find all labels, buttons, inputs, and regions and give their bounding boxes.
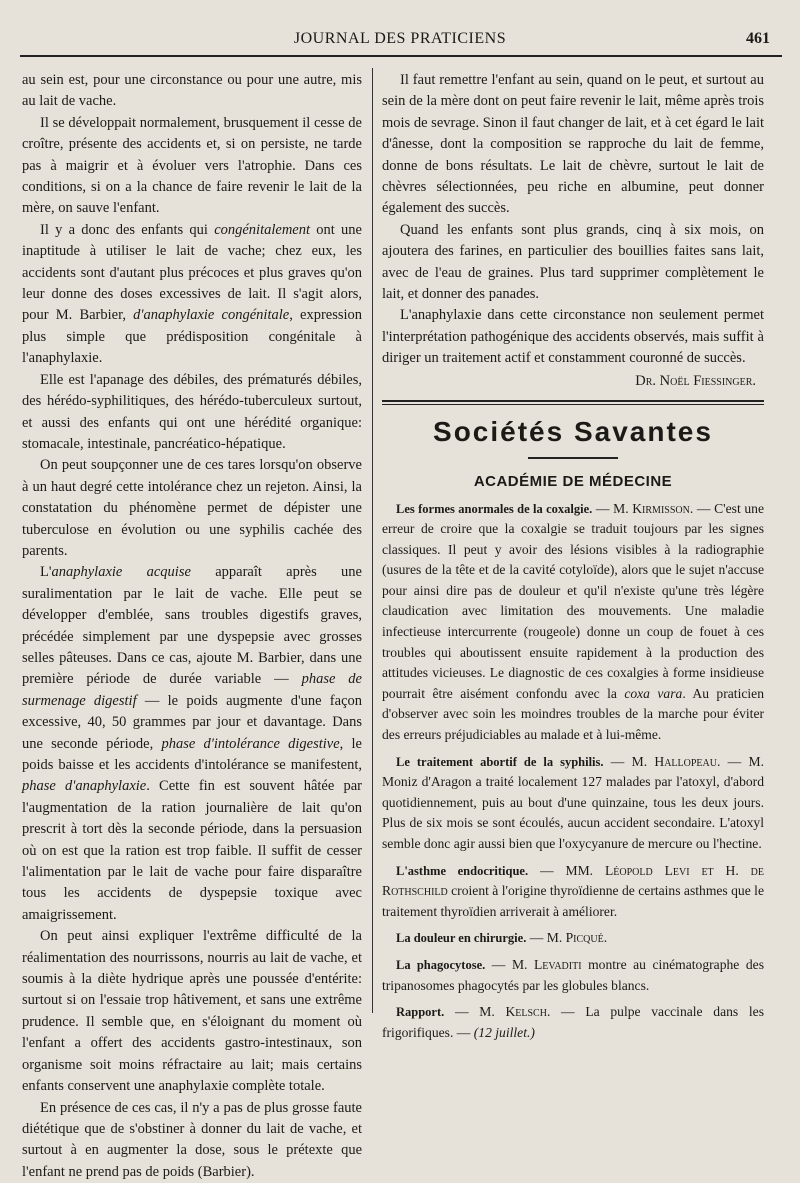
entry-title: Rapport. <box>396 1005 444 1019</box>
entry-douleur <box>382 928 764 949</box>
title-underline <box>528 457 618 459</box>
italic-term: coxa vara <box>624 686 682 701</box>
page-header <box>0 30 800 54</box>
author-signature: Dr. Noël Fiessinger. <box>382 371 756 392</box>
entry-author: — M. Kirmisson. <box>592 501 693 516</box>
left-column <box>22 70 362 1183</box>
text-run: apparaît après une suralimentation par le lait de vache. Elle peut se développer d'emblée, sans troubles digestifs graves, précédée simplement par une dyspepsie avec grosses selles pâteuses. Dans ce cas, ajoute M. Barbier, dans une première période de durée variable — <box>22 564 362 687</box>
page-number: 461 <box>746 30 770 48</box>
right-column <box>382 70 764 1049</box>
left-paragraph-7: On peut ainsi expliquer l'extrême difficulté de la réalimentation des nourrissons, nourris au lait de vache, et soumis à la diète hydrique après une poussée d'entérite: surtout si on l'essaie trop hâtivement, et sans une extrême prudence. Il semble que, en s'éloignant du moment où l'enfant a offert des accidents gastro-intestinaux, son organisme soit moins réfractaire au lait; mais certains enfants conservent une anaphylaxie complète totale. <box>22 926 362 1097</box>
entry-author: — M. Kelsch. <box>444 1004 550 1019</box>
entry-syphilis <box>382 752 764 855</box>
left-paragraph-1: au sein est, pour une circonstance ou pour une autre, mis au lait de vache. <box>22 70 362 113</box>
text-run: L' <box>40 564 51 580</box>
text-run: — le poids augmente d'une façon excessive, 40, 50 grammes par jour et davantage. Dans une seconde période, <box>22 693 362 752</box>
section-title: Sociétés Savantes <box>382 415 764 449</box>
entry-title: Le traitement abortif de la syphilis. <box>396 755 604 769</box>
entry-text: — M. Moniz d'Aragon a traité localement 127 malades par l'atoxyl, d'abord quotidiennement, puis au bout d'une quinzaine, tous les deux jours. Plus de six mois se sont écoulés, aucun accident secondaire. L'atoxyl semble donc agir aussi bien que l'oxycyanure de mercure ou l'hectine. <box>382 754 764 851</box>
left-paragraph-4: Elle est l'apanage des débiles, des prématurés débiles, des hérédo-syphilitiques, des hérédo-tuberculeux surtout, et aussi des enfants qui ont une hérédité organique: stomacale, intestinale, pancréatico-hépatique. <box>22 370 362 456</box>
section-rule <box>382 400 764 405</box>
header-rule <box>20 55 782 57</box>
entry-author: — M. Hallopeau. <box>604 754 721 769</box>
entry-text: — C'est une erreur de croire que la coxalgie se traduit toujours par les signes classiques. Il peut y avoir des lésions visibles à la radiographie (usures de la tête et de la cavité cotyloïde), alors que le sujet n'accuse pour ainsi dire pas de douleur et qu'il n'existe qu'une très légère claudication avec limitation des mouvements. Une maladie infectieuse intercurrente (rougeole) donne un coup de fouet à ces troubles qui aboutissent ensuite rapidement à la production des attitudes vicieuses. Le diagnostic de ces coxalgies à forme insidieuse pourrait être aisément confondu avec la <box>382 501 764 701</box>
journal-title: JOURNAL DES PRATICIENS <box>0 30 800 48</box>
italic-term: phase d'intolérance digestive <box>161 736 339 752</box>
left-paragraph-8: En présence de ces cas, il n'y a pas de plus grosse faute diététique que de s'obstiner à donner du lait de vache, et surtout à en augmenter la dose, sous le prétexte que l'enfant ne prend pas de poids (Barbier). <box>22 1098 362 1183</box>
italic-term: phase d'anaphylaxie <box>22 778 146 794</box>
text-run: Il y a donc des enfants qui <box>40 222 214 238</box>
italic-term: congénitalement <box>214 222 310 238</box>
right-paragraph-2: Quand les enfants sont plus grands, cinq à six mois, on ajoutera des farines, en particulier des bouillies faites sans lait, avec de l'eau de graines. Plus tard supprimer complètement le lait, et donner des panades. <box>382 220 764 306</box>
entry-title: Les formes anormales de la coxalgie. <box>396 502 592 516</box>
text-run: , le poids baisse et les accidents d'intolérance se manifestent, <box>22 736 362 773</box>
left-paragraph-3 <box>22 220 362 370</box>
left-paragraph-2: Il se développait normalement, brusquement il cesse de croître, présente des accidents et, si on persiste, ne tarde pas à maigrir et à évoluer vers l'atrophie. Dans ces conditions, si on a la chance de faire revenir le lait de la mère, on sauve l'enfant. <box>22 113 362 220</box>
right-paragraph-1: Il faut remettre l'enfant au sein, quand on le peut, et surtout au sein de la mère dont on peut faire revenir le lait, même après trois mois de sevrage. Sinon il faut changer de lait, et à cet égard le lait d'ânesse, dont la composition se rapproche du lait de femme, donne de bons résultats. Le lait de chèvre, surtout le lait de chèvres sélectionnées, peu riche en albumine, peut donner également des succès. <box>382 70 764 220</box>
text-run: . Cette fin est souvent hâtée par l'augmentation de la ration journalière de lait qu'on prescrit à tort dès la seconde période, dans la persuasion où on est que la ration est trop faible. Il suffit de cesser l'alimentation par le lait de vache pour faire disparaître tous les accidents de dyspepsie toxique avec amaigrissement. <box>22 778 362 922</box>
entry-rapport <box>382 1002 764 1043</box>
entry-title: L'asthme endocritique. <box>396 864 528 878</box>
italic-term: phase de surmenage digestif <box>22 671 362 708</box>
italic-term: d'anaphylaxie congénitale <box>133 307 289 323</box>
column-divider <box>372 68 373 1013</box>
right-paragraph-3: L'anaphylaxie dans cette circonstance non seulement permet l'interprétation pathogénique des accidents observés, mais suffit à diriger un traitement actif et constamment couronné de succès. <box>382 305 764 369</box>
entry-author: — M. Picqué. <box>526 930 607 945</box>
left-paragraph-5: On peut soupçonner une de ces tares lorsqu'on observe à un haut degré cette intolérance chez un rejeton. Ainsi, la constatation du phénomène permet de dépister une tuberculose en évolution ou une syphilis cachée des parents. <box>22 455 362 562</box>
entry-text: croient à l'origine thyroïdienne de certains asthmes que le traitement thyroïdien arriverait à améliorer. <box>382 883 764 919</box>
entry-text: montre au cinématographe des tripanosomes phagocytés par les globules blancs. <box>382 957 764 993</box>
academy-heading: ACADÉMIE DE MÉDECINE <box>382 471 764 492</box>
entry-text: . Au praticien d'observer avec soin les moindres troubles de la marche pour éviter des erreurs préjudiciables au malade et à lui-même. <box>382 686 764 742</box>
entry-coxalgie <box>382 499 764 746</box>
text-run: ont une inaptitude à utiliser le lait de vache; chez eux, les accidents sont d'autant plus précoces et plus graves qu'on leur donne des doses excessives de lait. Il s'agit alors, pour M. Barbier, <box>22 222 362 324</box>
entry-author: — MM. Léopold Levi et H. de Rothschild <box>382 863 764 899</box>
text-run: , expression plus simple que prédisposition congénitale à l'anaphylaxie. <box>22 307 362 366</box>
entry-author: — M. Levaditi <box>485 957 581 972</box>
italic-term: anaphylaxie acquise <box>51 564 190 580</box>
entry-asthme <box>382 861 764 923</box>
entry-phagocytose <box>382 955 764 996</box>
entry-title: La douleur en chirurgie. <box>396 931 526 945</box>
entry-text: — La pulpe vaccinale dans les frigorifiques. — <box>382 1004 764 1040</box>
left-paragraph-6 <box>22 562 362 926</box>
entry-date: (12 juillet.) <box>474 1025 535 1040</box>
entry-title: La phagocytose. <box>396 958 485 972</box>
